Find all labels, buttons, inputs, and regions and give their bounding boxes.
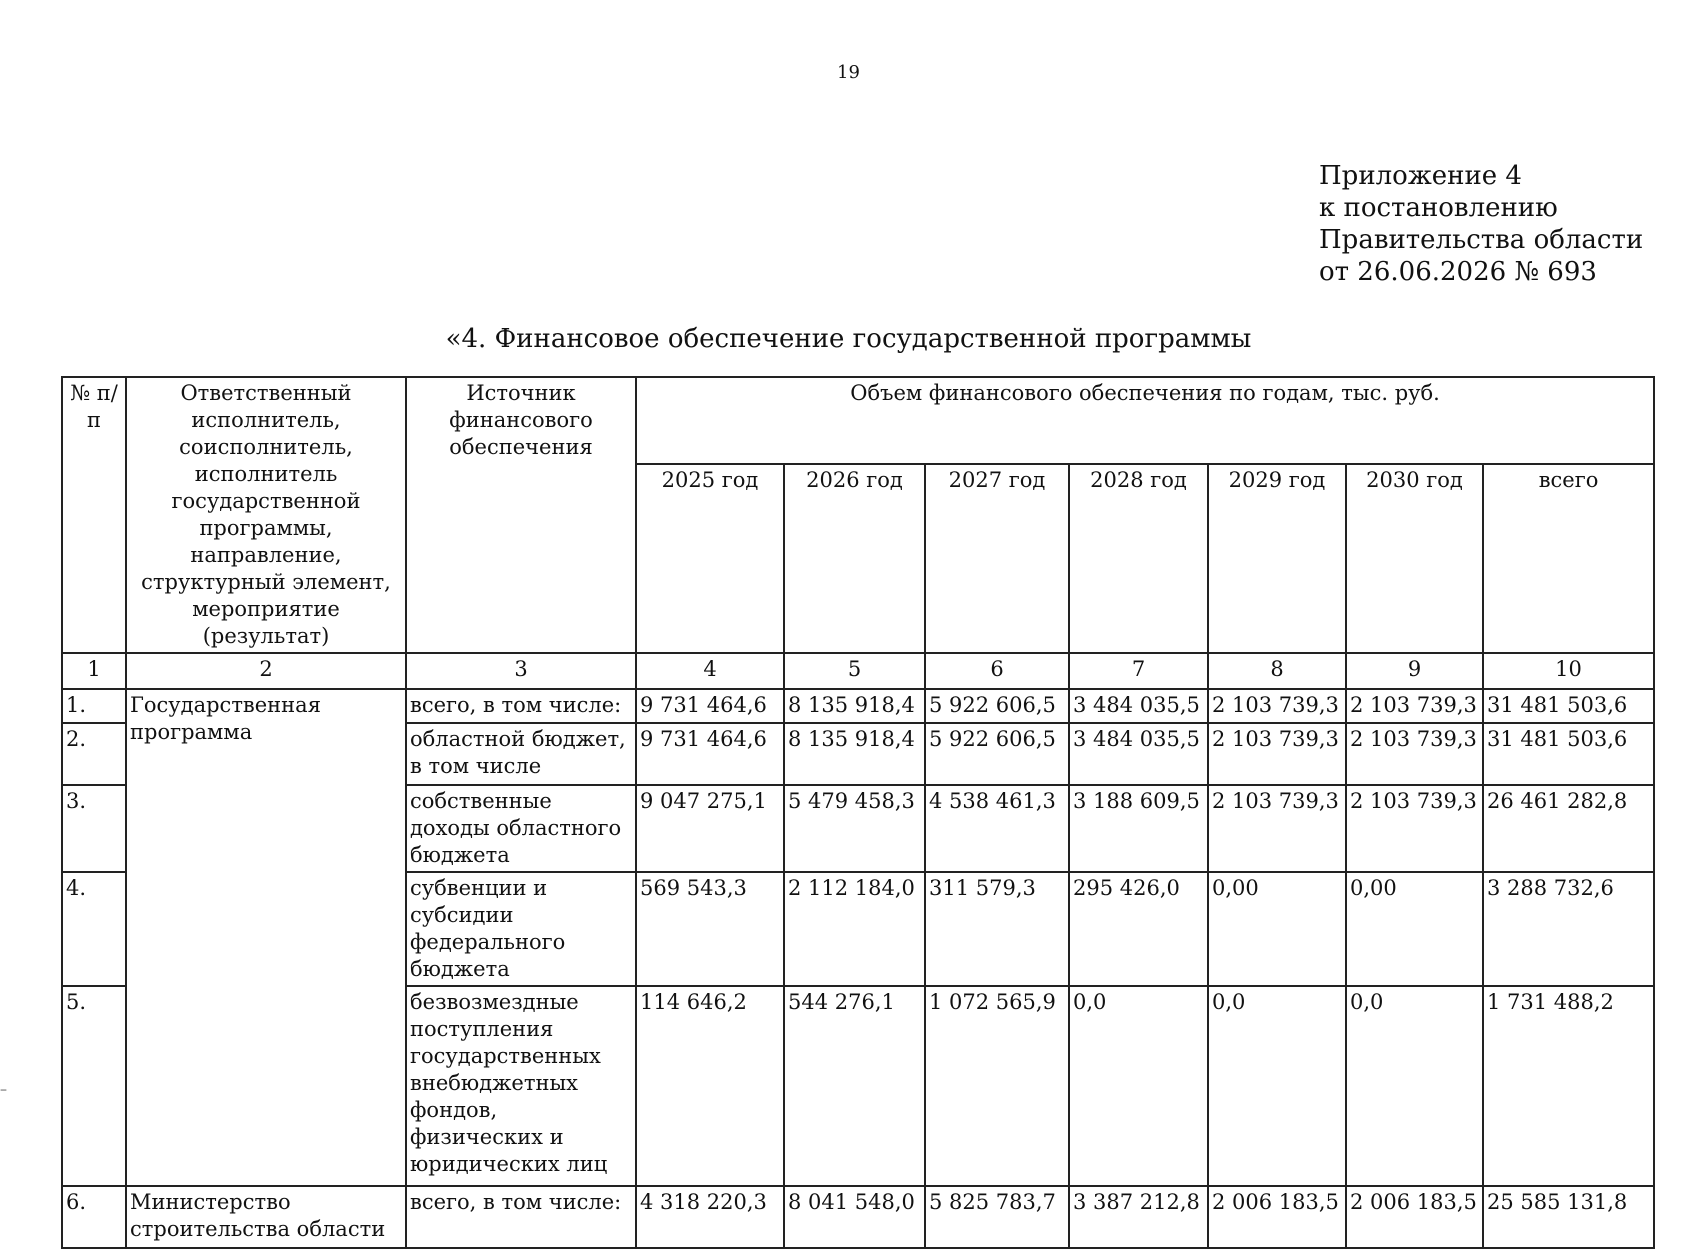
value-cell: 2 103 739,3 <box>1208 785 1346 872</box>
header-total: всего <box>1483 464 1654 653</box>
source-cell: собственные доходы областного бюджета <box>406 785 636 872</box>
value-cell: 1 731 488,2 <box>1483 986 1654 1186</box>
source-cell: субвенции и субсидии федерального бюджета <box>406 872 636 986</box>
header-responsible: Ответственный исполнитель, соисполнитель, исполнитель государственной программы, направление, структурный элемент, мероприятие (результат) <box>126 377 406 653</box>
value-cell: 4 318 220,3 <box>636 1186 784 1248</box>
row-number: 1. <box>62 689 126 723</box>
header-year-2029: 2029 год <box>1208 464 1346 653</box>
value-cell: 0,0 <box>1208 986 1346 1186</box>
header-source: Источник финансового обеспечения <box>406 377 636 653</box>
value-cell: 2 103 739,3 <box>1208 689 1346 723</box>
column-number: 1 <box>62 653 126 689</box>
section-heading: «4. Финансовое обеспечение государственной программы <box>445 324 1252 354</box>
value-cell: 5 922 606,5 <box>925 689 1069 723</box>
column-number: 7 <box>1069 653 1208 689</box>
source-cell: всего, в том числе: <box>406 1186 636 1248</box>
value-cell: 2 103 739,3 <box>1346 689 1483 723</box>
source-cell: областной бюджет, в том числе <box>406 723 636 785</box>
column-number: 5 <box>784 653 925 689</box>
column-number: 6 <box>925 653 1069 689</box>
value-cell: 25 585 131,8 <box>1483 1186 1654 1248</box>
value-cell: 8 135 918,4 <box>784 689 925 723</box>
column-number: 2 <box>126 653 406 689</box>
value-cell: 9 731 464,6 <box>636 689 784 723</box>
column-number-row <box>62 653 1654 689</box>
value-cell: 0,0 <box>1069 986 1208 1186</box>
ministry-cell: Министерство строительства области <box>126 1186 406 1248</box>
header-year-2025: 2025 год <box>636 464 784 653</box>
source-cell: всего, в том числе: <box>406 689 636 723</box>
header-volume: Объем финансового обеспечения по годам, тыс. руб. <box>636 377 1654 464</box>
value-cell: 3 387 212,8 <box>1069 1186 1208 1248</box>
column-number: 4 <box>636 653 784 689</box>
row-number: 5. <box>62 986 126 1186</box>
row-number: 2. <box>62 723 126 785</box>
page-number: 19 <box>837 62 860 83</box>
value-cell: 1 072 565,9 <box>925 986 1069 1186</box>
value-cell: 544 276,1 <box>784 986 925 1186</box>
value-cell: 31 481 503,6 <box>1483 689 1654 723</box>
value-cell: 3 484 035,5 <box>1069 689 1208 723</box>
program-cell: Государственная программа <box>126 689 406 1186</box>
header-num: № п/п <box>62 377 126 653</box>
value-cell: 0,00 <box>1208 872 1346 986</box>
value-cell: 5 825 783,7 <box>925 1186 1069 1248</box>
header-year-2027: 2027 год <box>925 464 1069 653</box>
source-cell: безвозмездные поступления государственных внебюджетных фондов, физических и юридических лиц <box>406 986 636 1186</box>
row-number: 3. <box>62 785 126 872</box>
value-cell: 3 188 609,5 <box>1069 785 1208 872</box>
appendix-line-1: Приложение 4 <box>1319 161 1522 191</box>
value-cell: 311 579,3 <box>925 872 1069 986</box>
value-cell: 2 103 739,3 <box>1346 723 1483 785</box>
value-cell: 8 041 548,0 <box>784 1186 925 1248</box>
value-cell: 5 922 606,5 <box>925 723 1069 785</box>
header-year-2030: 2030 год <box>1346 464 1483 653</box>
value-cell: 3 484 035,5 <box>1069 723 1208 785</box>
appendix-line-2: к постановлению <box>1319 193 1558 223</box>
column-number: 8 <box>1208 653 1346 689</box>
header-row-1 <box>62 377 1654 464</box>
margin-mark: – <box>0 1082 7 1098</box>
value-cell: 8 135 918,4 <box>784 723 925 785</box>
value-cell: 569 543,3 <box>636 872 784 986</box>
value-cell: 2 103 739,3 <box>1346 785 1483 872</box>
row-number: 6. <box>62 1186 126 1248</box>
value-cell: 0,0 <box>1346 986 1483 1186</box>
value-cell: 26 461 282,8 <box>1483 785 1654 872</box>
value-cell: 2 103 739,3 <box>1208 723 1346 785</box>
value-cell: 3 288 732,6 <box>1483 872 1654 986</box>
appendix-line-4: от 26.06.2026 № 693 <box>1319 257 1597 287</box>
value-cell: 31 481 503,6 <box>1483 723 1654 785</box>
appendix-line-3: Правительства области <box>1319 225 1644 255</box>
value-cell: 9 731 464,6 <box>636 723 784 785</box>
value-cell: 114 646,2 <box>636 986 784 1186</box>
column-number: 3 <box>406 653 636 689</box>
table-row <box>62 1186 1654 1248</box>
value-cell: 0,00 <box>1346 872 1483 986</box>
value-cell: 9 047 275,1 <box>636 785 784 872</box>
column-number: 9 <box>1346 653 1483 689</box>
value-cell: 4 538 461,3 <box>925 785 1069 872</box>
appendix-block <box>1319 160 1643 288</box>
value-cell: 2 006 183,5 <box>1346 1186 1483 1248</box>
table-row <box>62 689 1654 723</box>
row-number: 4. <box>62 872 126 986</box>
header-year-2028: 2028 год <box>1069 464 1208 653</box>
value-cell: 2 112 184,0 <box>784 872 925 986</box>
header-year-2026: 2026 год <box>784 464 925 653</box>
financing-table <box>61 376 1655 1249</box>
column-number: 10 <box>1483 653 1654 689</box>
value-cell: 5 479 458,3 <box>784 785 925 872</box>
value-cell: 295 426,0 <box>1069 872 1208 986</box>
value-cell: 2 006 183,5 <box>1208 1186 1346 1248</box>
